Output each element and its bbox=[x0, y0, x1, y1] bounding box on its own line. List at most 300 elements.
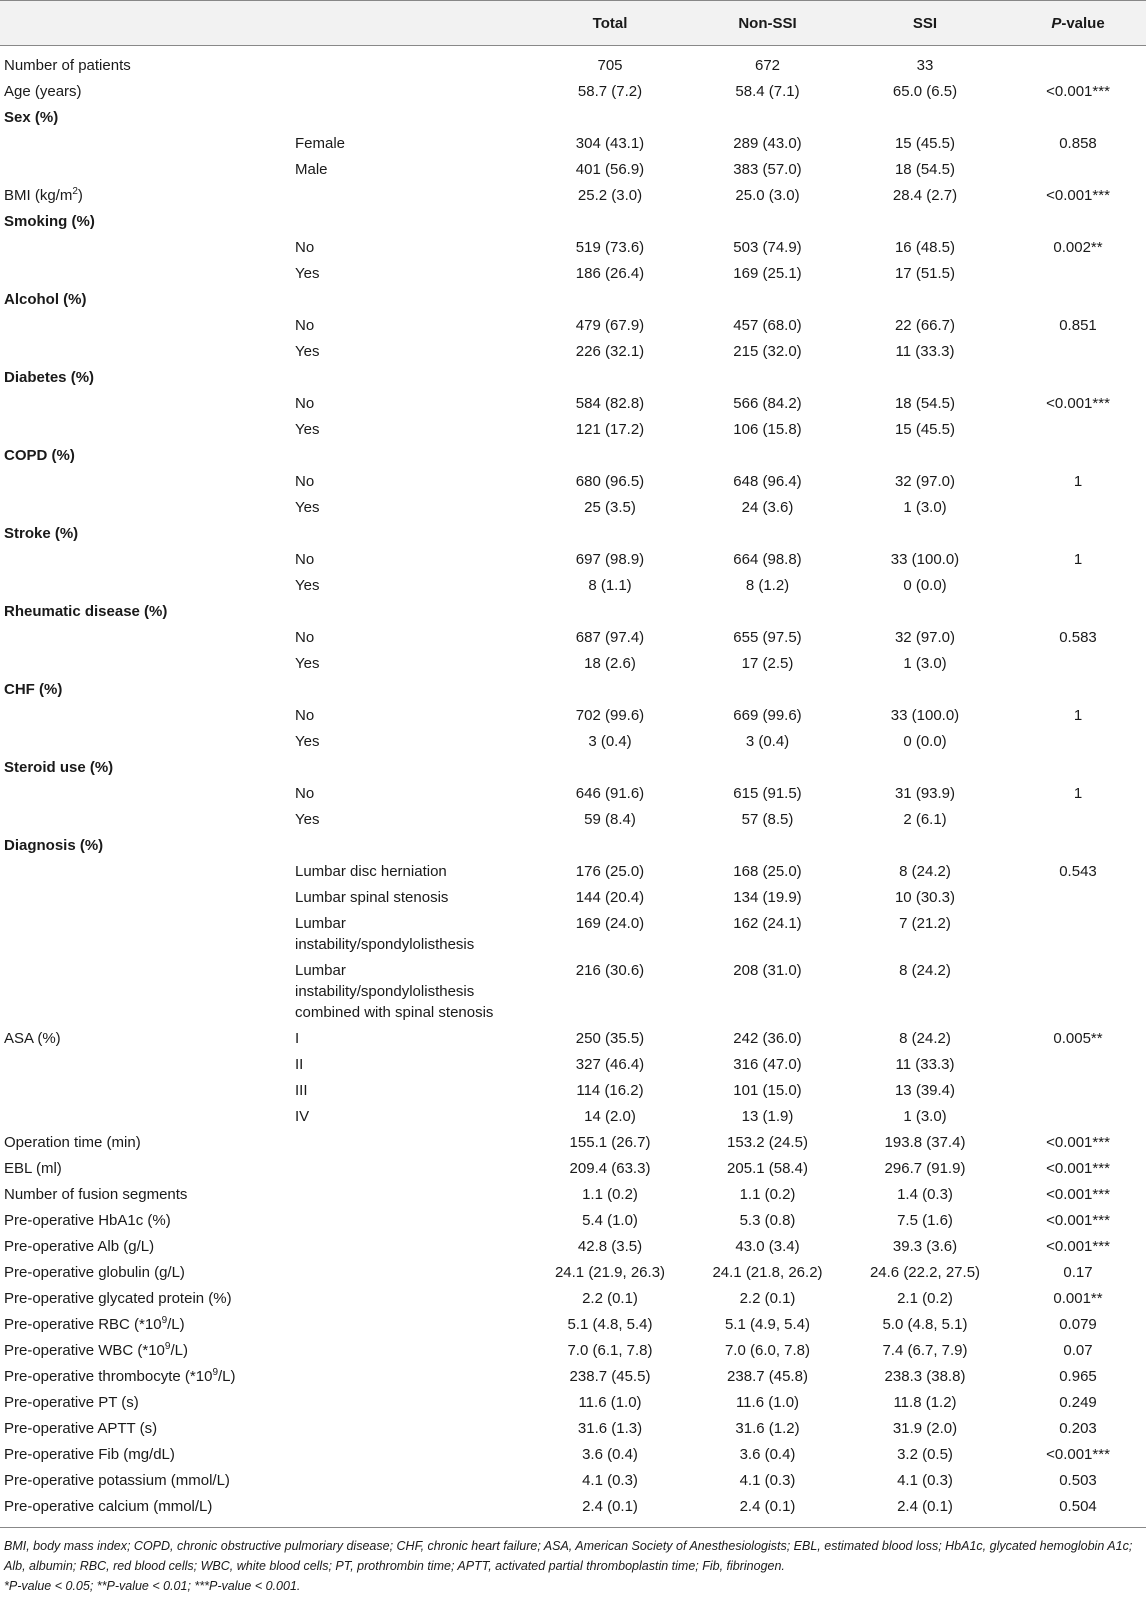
cell-non-ssi: 3 (0.4) bbox=[745, 733, 790, 750]
cell-ssi: 32 (97.0) bbox=[894, 473, 956, 490]
row-label bbox=[0, 131, 295, 157]
cell-non-ssi: 168 (25.0) bbox=[733, 863, 802, 880]
table-row bbox=[0, 183, 1146, 209]
cell-ssi: 17 (51.5) bbox=[894, 265, 956, 282]
row-label bbox=[0, 157, 295, 183]
row-sublabel bbox=[295, 1338, 525, 1364]
table-row bbox=[0, 1052, 1146, 1078]
cell-total: 209.4 (63.3) bbox=[569, 1160, 651, 1177]
row-label bbox=[0, 1338, 295, 1364]
cell-total bbox=[525, 209, 695, 235]
table-row bbox=[0, 235, 1146, 261]
cell-p-value bbox=[1010, 157, 1146, 183]
cell-ssi: 7 (21.2) bbox=[899, 915, 951, 932]
table-row bbox=[0, 755, 1146, 781]
footnote-significance: *P-value < 0.05; **P-value < 0.01; ***P-value < 0.001. bbox=[4, 1579, 301, 1593]
row-label bbox=[0, 547, 295, 573]
cell-total: 702 (99.6) bbox=[575, 707, 645, 724]
cell-non-ssi: 289 (43.0) bbox=[733, 135, 802, 152]
table-row bbox=[0, 521, 1146, 547]
cell-ssi: 31.9 (2.0) bbox=[892, 1420, 958, 1437]
cell-p-value bbox=[1010, 209, 1146, 235]
cell-ssi: 16 (48.5) bbox=[894, 239, 956, 256]
cell-ssi: 2 (6.1) bbox=[903, 811, 947, 828]
cell-total: 226 (32.1) bbox=[575, 343, 645, 360]
cell-non-ssi: 669 (99.6) bbox=[733, 707, 802, 724]
cell-total: 3.6 (0.4) bbox=[582, 1446, 638, 1463]
cell-total: 3 (0.4) bbox=[588, 733, 632, 750]
table-row bbox=[0, 391, 1146, 417]
row-label-text: Pre-operative RBC (*10 bbox=[4, 1316, 162, 1333]
row-label bbox=[0, 313, 295, 339]
cell-non-ssi: 169 (25.1) bbox=[733, 265, 802, 282]
cell-total: 114 (16.2) bbox=[576, 1082, 644, 1099]
cell-p-value: 0.001** bbox=[1053, 1290, 1103, 1307]
row-label bbox=[0, 885, 295, 911]
cell-total: 176 (25.0) bbox=[575, 863, 645, 880]
cell-p-value bbox=[1010, 807, 1146, 833]
cell-total bbox=[525, 599, 695, 625]
row-label-text: ASA (%) bbox=[4, 1030, 61, 1047]
table-row bbox=[0, 79, 1146, 105]
cell-p-value bbox=[1010, 105, 1146, 131]
row-label-text: Diabetes (%) bbox=[4, 369, 95, 386]
table-row bbox=[0, 131, 1146, 157]
cell-p-value: 0.17 bbox=[1063, 1264, 1093, 1281]
cell-ssi bbox=[840, 677, 1010, 703]
cell-non-ssi: 2.2 (0.1) bbox=[739, 1290, 796, 1307]
row-label bbox=[0, 859, 295, 885]
cell-total: 25 (3.5) bbox=[584, 499, 636, 516]
cell-non-ssi: 4.1 (0.3) bbox=[739, 1472, 796, 1489]
row-sublabel: No bbox=[295, 317, 315, 334]
row-label-text: Steroid use (%) bbox=[4, 759, 114, 776]
cell-ssi bbox=[840, 755, 1010, 781]
cell-non-ssi: 5.3 (0.8) bbox=[739, 1212, 796, 1229]
cell-ssi bbox=[840, 521, 1010, 547]
cell-p-value bbox=[1010, 1078, 1146, 1104]
cell-non-ssi: 17 (2.5) bbox=[741, 655, 794, 672]
row-sublabel bbox=[295, 521, 525, 547]
row-sublabel: II bbox=[295, 1056, 304, 1073]
cell-p-value: 0.583 bbox=[1059, 629, 1097, 646]
row-label bbox=[0, 391, 295, 417]
cell-ssi: 39.3 (3.6) bbox=[892, 1238, 958, 1255]
cell-total: 144 (20.4) bbox=[575, 889, 645, 906]
row-label-text: Sex (%) bbox=[4, 109, 59, 126]
cell-p-value: 1 bbox=[1073, 785, 1083, 802]
cell-total: 14 (2.0) bbox=[584, 1108, 636, 1125]
cell-total: 25.2 (3.0) bbox=[577, 187, 643, 204]
row-label bbox=[0, 1416, 295, 1442]
table-row bbox=[0, 1260, 1146, 1286]
cell-non-ssi: 162 (24.1) bbox=[733, 915, 802, 932]
row-sublabel: No bbox=[295, 707, 315, 724]
row-label-text: Pre-operative potassium (mmol/L) bbox=[4, 1472, 230, 1489]
row-sublabel: Lumbar disc herniation bbox=[295, 863, 447, 880]
row-label bbox=[0, 1234, 295, 1260]
cell-p-value: <0.001*** bbox=[1046, 1134, 1110, 1151]
row-label bbox=[0, 703, 295, 729]
table-row bbox=[0, 1494, 1146, 1528]
table-row bbox=[0, 859, 1146, 885]
table-row bbox=[0, 287, 1146, 313]
cell-ssi: 0 (0.0) bbox=[903, 733, 947, 750]
cell-p-value: 0.504 bbox=[1010, 1494, 1146, 1528]
row-sublabel bbox=[295, 79, 525, 105]
cell-non-ssi: 13 (1.9) bbox=[741, 1108, 794, 1125]
cell-ssi: 1 (3.0) bbox=[903, 499, 947, 516]
cell-p-value bbox=[1010, 443, 1146, 469]
cell-p-value bbox=[1010, 1052, 1146, 1078]
cell-non-ssi bbox=[695, 209, 840, 235]
row-sublabel: Lumbar spinal stenosis bbox=[295, 889, 449, 906]
row-label bbox=[0, 417, 295, 443]
cell-non-ssi: 7.0 (6.0, 7.8) bbox=[724, 1342, 811, 1359]
cell-total bbox=[525, 755, 695, 781]
row-label-text: Pre-operative glycated protein (%) bbox=[4, 1290, 232, 1307]
cell-non-ssi: 566 (84.2) bbox=[733, 395, 802, 412]
row-sublabel bbox=[295, 1494, 525, 1528]
cell-non-ssi: 3.6 (0.4) bbox=[739, 1446, 796, 1463]
row-sublabel bbox=[295, 755, 525, 781]
row-label-text: BMI (kg/m bbox=[4, 187, 73, 204]
row-sublabel bbox=[295, 105, 525, 131]
row-label bbox=[0, 183, 295, 209]
cell-total: 646 (91.6) bbox=[575, 785, 645, 802]
table-row bbox=[0, 781, 1146, 807]
cell-ssi: 1 (3.0) bbox=[903, 1108, 947, 1125]
cell-non-ssi: 672 bbox=[754, 57, 781, 74]
cell-total: 327 (46.4) bbox=[575, 1056, 645, 1073]
cell-non-ssi: 503 (74.9) bbox=[733, 239, 802, 256]
cell-ssi bbox=[840, 287, 1010, 313]
cell-ssi bbox=[840, 599, 1010, 625]
row-sublabel bbox=[295, 599, 525, 625]
row-label bbox=[0, 1026, 295, 1052]
cell-p-value: 0.543 bbox=[1059, 863, 1097, 880]
table-row bbox=[0, 209, 1146, 235]
cell-p-value: 0.079 bbox=[1059, 1316, 1097, 1333]
cell-non-ssi bbox=[695, 521, 840, 547]
row-label bbox=[0, 781, 295, 807]
row-sublabel bbox=[295, 183, 525, 209]
cell-ssi bbox=[840, 105, 1010, 131]
table-row bbox=[0, 547, 1146, 573]
cell-total: 401 (56.9) bbox=[575, 161, 645, 178]
row-label bbox=[0, 521, 295, 547]
table-row bbox=[0, 1208, 1146, 1234]
col-header-ssi: SSI bbox=[840, 1, 1010, 46]
cell-non-ssi: 238.7 (45.8) bbox=[727, 1368, 808, 1385]
cell-total: 250 (35.5) bbox=[575, 1030, 645, 1047]
cell-ssi: 24.6 (22.2, 27.5) bbox=[869, 1264, 981, 1281]
cell-non-ssi: 58.4 (7.1) bbox=[735, 83, 800, 100]
row-sublabel: No bbox=[295, 395, 315, 412]
row-label bbox=[0, 1468, 295, 1494]
cell-non-ssi: 106 (15.8) bbox=[733, 421, 802, 438]
cell-p-value bbox=[1010, 339, 1146, 365]
cell-non-ssi: 11.6 (1.0) bbox=[735, 1394, 800, 1411]
row-label-end: ) bbox=[77, 187, 83, 204]
row-label bbox=[0, 365, 295, 391]
table-row bbox=[0, 1338, 1146, 1364]
cell-total: 42.8 (3.5) bbox=[577, 1238, 643, 1255]
cell-non-ssi: 615 (91.5) bbox=[733, 785, 802, 802]
table-row bbox=[0, 1286, 1146, 1312]
table-row bbox=[0, 958, 1146, 1026]
row-sublabel: Lumbar instability/spondylolisthesis bbox=[295, 915, 475, 953]
table-row bbox=[0, 46, 1146, 80]
row-sublabel: Yes bbox=[295, 655, 320, 672]
row-sublabel bbox=[295, 1442, 525, 1468]
row-label bbox=[0, 833, 295, 859]
row-sublabel bbox=[295, 209, 525, 235]
row-sublabel: No bbox=[295, 629, 315, 646]
row-label bbox=[0, 755, 295, 781]
col-header-non-ssi: Non-SSI bbox=[695, 1, 840, 46]
cell-ssi: 33 (100.0) bbox=[890, 707, 960, 724]
cell-non-ssi: 31.6 (1.2) bbox=[735, 1420, 800, 1437]
row-label bbox=[0, 677, 295, 703]
table-row bbox=[0, 833, 1146, 859]
row-sublabel bbox=[295, 1286, 525, 1312]
row-label-end: /L) bbox=[218, 1368, 236, 1385]
row-sublabel bbox=[295, 1234, 525, 1260]
row-label-text: Number of patients bbox=[4, 57, 131, 74]
row-label-text: Rheumatic disease (%) bbox=[4, 603, 168, 620]
row-label-end: /L) bbox=[167, 1316, 185, 1333]
cell-p-value: <0.001*** bbox=[1046, 187, 1110, 204]
row-sublabel bbox=[295, 833, 525, 859]
table-row bbox=[0, 1026, 1146, 1052]
cell-non-ssi: 215 (32.0) bbox=[733, 343, 802, 360]
cell-total: 186 (26.4) bbox=[575, 265, 645, 282]
cell-total: 680 (96.5) bbox=[575, 473, 645, 490]
row-label bbox=[0, 1390, 295, 1416]
cell-non-ssi: 25.0 (3.0) bbox=[735, 187, 800, 204]
row-label bbox=[0, 1156, 295, 1182]
row-sublabel: Female bbox=[295, 135, 346, 152]
cell-ssi: 18 (54.5) bbox=[894, 161, 956, 178]
cell-non-ssi: 101 (15.0) bbox=[733, 1082, 802, 1099]
cell-non-ssi: 457 (68.0) bbox=[733, 317, 802, 334]
cell-total: 5.4 (1.0) bbox=[582, 1212, 638, 1229]
cell-non-ssi: 208 (31.0) bbox=[733, 962, 802, 979]
row-sublabel: No bbox=[295, 785, 315, 802]
table-header-row bbox=[0, 1, 1146, 46]
row-label-superscript: 9 bbox=[164, 1341, 171, 1352]
cell-non-ssi: 153.2 (24.5) bbox=[727, 1134, 808, 1151]
cell-ssi: 18 (54.5) bbox=[894, 395, 956, 412]
row-sublabel bbox=[295, 1130, 525, 1156]
row-sublabel: III bbox=[295, 1082, 308, 1099]
row-sublabel: No bbox=[295, 473, 315, 490]
cell-p-value: <0.001*** bbox=[1046, 1160, 1110, 1177]
cell-total: 58.7 (7.2) bbox=[577, 83, 643, 100]
cell-ssi: 33 (100.0) bbox=[890, 551, 960, 568]
row-label bbox=[0, 651, 295, 677]
cell-p-value bbox=[1010, 729, 1146, 755]
col-header-total: Total bbox=[525, 1, 695, 46]
cell-p-value bbox=[1010, 573, 1146, 599]
row-label bbox=[0, 79, 295, 105]
cell-p-value bbox=[1010, 417, 1146, 443]
cell-ssi bbox=[840, 443, 1010, 469]
col-header-p-value bbox=[1010, 1, 1146, 46]
cell-ssi bbox=[840, 209, 1010, 235]
cell-non-ssi: 43.0 (3.4) bbox=[735, 1238, 800, 1255]
cell-p-value bbox=[1010, 287, 1146, 313]
cell-non-ssi bbox=[695, 105, 840, 131]
row-label-superscript: 2 bbox=[72, 186, 78, 197]
row-label bbox=[0, 443, 295, 469]
cell-non-ssi: 1.1 (0.2) bbox=[739, 1186, 796, 1203]
table-row bbox=[0, 885, 1146, 911]
cell-ssi: 8 (24.2) bbox=[899, 863, 951, 880]
row-sublabel: Yes bbox=[295, 343, 320, 360]
table-row bbox=[0, 807, 1146, 833]
cell-non-ssi: 316 (47.0) bbox=[733, 1056, 802, 1073]
cell-p-value bbox=[1010, 911, 1146, 958]
row-sublabel bbox=[295, 1390, 525, 1416]
cell-ssi: 11 (33.3) bbox=[895, 1056, 955, 1073]
cell-total: 11.6 (1.0) bbox=[578, 1394, 642, 1411]
cell-ssi: 296.7 (91.9) bbox=[884, 1160, 966, 1177]
row-label bbox=[0, 1364, 295, 1390]
cell-total: 216 (30.6) bbox=[575, 962, 645, 979]
cell-total: 24.1 (21.9, 26.3) bbox=[554, 1264, 666, 1281]
cell-p-value: 0.203 bbox=[1059, 1420, 1097, 1437]
table-row bbox=[0, 417, 1146, 443]
footnote-abbreviations: BMI, body mass index; COPD, chronic obstructive pulmoriary disease; CHF, chronic heart failure; ASA, American Society of Anesthesiologists; EBL, estimated blood loss; HbA1c, glycated hemoglobin A1c; Alb, albumin; RBC, red blood cells; WBC, white blood cells; PT, prothrombin time; APTT, activated partial thromboplastin time; Fib, fibrinogen. bbox=[4, 1539, 1133, 1573]
cell-total: 304 (43.1) bbox=[575, 135, 645, 152]
cell-ssi: 1.4 (0.3) bbox=[897, 1186, 953, 1203]
cell-non-ssi: 205.1 (58.4) bbox=[727, 1160, 808, 1177]
row-sublabel: No bbox=[295, 551, 315, 568]
table-row bbox=[0, 625, 1146, 651]
row-label bbox=[0, 1052, 295, 1078]
table-row bbox=[0, 1182, 1146, 1208]
cell-ssi: 5.0 (4.8, 5.1) bbox=[882, 1316, 968, 1333]
cell-p-value bbox=[1010, 755, 1146, 781]
row-label bbox=[0, 1182, 295, 1208]
cell-p-value bbox=[1010, 958, 1146, 1026]
cell-ssi: 11 (33.3) bbox=[895, 343, 955, 360]
cell-total: 238.7 (45.5) bbox=[569, 1368, 651, 1385]
row-sublabel: No bbox=[295, 239, 315, 256]
row-label-superscript: 9 bbox=[161, 1315, 168, 1326]
cell-p-value: 0.965 bbox=[1059, 1368, 1097, 1385]
cell-p-value bbox=[1010, 1104, 1146, 1130]
cell-p-value: 0.858 bbox=[1059, 135, 1097, 152]
cell-total: 121 (17.2) bbox=[575, 421, 645, 438]
cell-non-ssi bbox=[695, 833, 840, 859]
cell-ssi: 4.1 (0.3) bbox=[897, 1472, 953, 1489]
table-row bbox=[0, 573, 1146, 599]
cell-p-value bbox=[1010, 261, 1146, 287]
row-sublabel: Lumbar instability/spondylolisthesis combined with spinal stenosis bbox=[295, 962, 494, 1021]
row-sublabel bbox=[295, 1208, 525, 1234]
row-label-text: Number of fusion segments bbox=[4, 1186, 188, 1203]
table-row bbox=[0, 1312, 1146, 1338]
row-label-text: Pre-operative Fib (mg/dL) bbox=[4, 1446, 175, 1463]
row-sublabel bbox=[295, 1156, 525, 1182]
row-label bbox=[0, 729, 295, 755]
cell-ssi: 33 bbox=[916, 57, 934, 74]
cell-non-ssi: 2.4 (0.1) bbox=[695, 1494, 840, 1528]
cell-total bbox=[525, 365, 695, 391]
cell-ssi: 193.8 (37.4) bbox=[884, 1134, 966, 1151]
cell-p-value bbox=[1010, 46, 1146, 80]
col-header-sub bbox=[295, 1, 525, 46]
cell-total: 705 bbox=[597, 57, 623, 74]
cell-p-value: 0.503 bbox=[1059, 1472, 1097, 1489]
cell-p-value: 0.851 bbox=[1059, 317, 1097, 334]
cell-total: 697 (98.9) bbox=[575, 551, 645, 568]
cell-total: 2.4 (0.1) bbox=[525, 1494, 695, 1528]
row-label bbox=[0, 573, 295, 599]
cell-total bbox=[525, 677, 695, 703]
row-sublabel: Yes bbox=[295, 421, 320, 438]
row-label-text: Pre-operative PT (s) bbox=[4, 1394, 139, 1411]
cell-ssi: 8 (24.2) bbox=[899, 1030, 951, 1047]
row-label-text: Stroke (%) bbox=[4, 525, 79, 542]
row-label bbox=[0, 807, 295, 833]
row-label-text: Smoking (%) bbox=[4, 213, 95, 230]
table-row bbox=[0, 911, 1146, 958]
row-label-text: Diagnosis (%) bbox=[4, 837, 104, 854]
cell-non-ssi: 664 (98.8) bbox=[733, 551, 802, 568]
cell-non-ssi: 8 (1.2) bbox=[745, 577, 790, 594]
cell-p-value: <0.001*** bbox=[1046, 395, 1110, 412]
table-row bbox=[0, 703, 1146, 729]
cell-ssi: 28.4 (2.7) bbox=[892, 187, 958, 204]
cell-total bbox=[525, 833, 695, 859]
cell-ssi: 13 (39.4) bbox=[894, 1082, 956, 1099]
cell-ssi: 238.3 (38.8) bbox=[884, 1368, 966, 1385]
cell-ssi: 65.0 (6.5) bbox=[892, 83, 958, 100]
cell-ssi: 1 (3.0) bbox=[903, 655, 947, 672]
table-row bbox=[0, 729, 1146, 755]
cell-non-ssi: 24.1 (21.8, 26.2) bbox=[712, 1264, 823, 1281]
row-sublabel: Yes bbox=[295, 733, 320, 750]
cell-total: 155.1 (26.7) bbox=[569, 1134, 651, 1151]
cell-total: 519 (73.6) bbox=[575, 239, 645, 256]
row-sublabel bbox=[295, 677, 525, 703]
cell-ssi: 2.1 (0.2) bbox=[897, 1290, 953, 1307]
table-row bbox=[0, 1104, 1146, 1130]
cell-total bbox=[525, 287, 695, 313]
row-sublabel: Yes bbox=[295, 577, 320, 594]
row-sublabel: I bbox=[295, 1030, 300, 1047]
row-sublabel bbox=[295, 1182, 525, 1208]
row-label-text: Pre-operative Alb (g/L) bbox=[4, 1238, 155, 1255]
table-row bbox=[0, 1156, 1146, 1182]
cell-p-value: <0.001*** bbox=[1046, 1238, 1110, 1255]
table-row bbox=[0, 469, 1146, 495]
cell-non-ssi bbox=[695, 287, 840, 313]
row-label bbox=[0, 469, 295, 495]
cell-p-value bbox=[1010, 521, 1146, 547]
cell-total: 7.0 (6.1, 7.8) bbox=[567, 1342, 653, 1359]
row-label bbox=[0, 261, 295, 287]
cell-non-ssi bbox=[695, 599, 840, 625]
row-label bbox=[0, 958, 295, 1026]
table-row bbox=[0, 1468, 1146, 1494]
table-row bbox=[0, 677, 1146, 703]
cell-p-value: 1 bbox=[1073, 473, 1083, 490]
